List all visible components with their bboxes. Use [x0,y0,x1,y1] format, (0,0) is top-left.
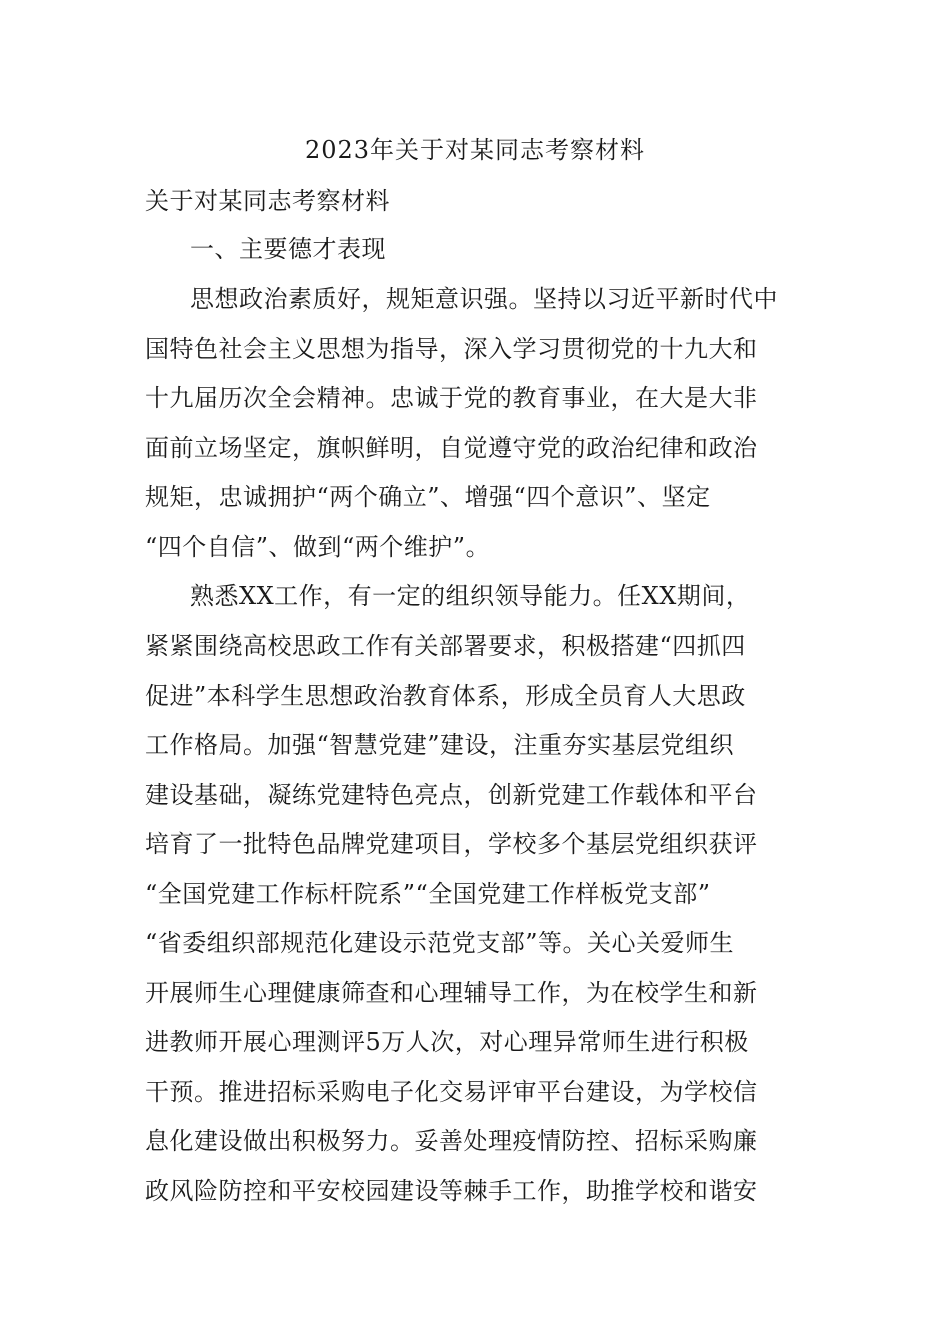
paragraph-1-line: 规矩，忠诚拥护“两个确立”、增强“四个意识”、坚定 [145,483,711,511]
document-title: 2023年关于对某同志考察材料 [304,136,646,164]
paragraph-2-line: 工作格局。加强“智慧党建”建设，注重夯实基层党组织 [145,731,735,759]
document-subtitle: 关于对某同志考察材料 [145,187,390,215]
paragraph-2-line: 息化建设做出积极努力。妥善处理疫情防控、招标采购廉 [145,1127,758,1155]
section-heading: 一、主要德才表现 [190,235,386,263]
paragraph-1-line: “四个自信”、做到“两个维护”。 [145,533,491,561]
paragraph-2-line: 紧紧围绕高校思政工作有关部署要求，积极搭建“四抓四 [145,632,746,660]
paragraph-2-line: “省委组织部规范化建设示范党支部”等。关心关爱师生 [145,929,735,957]
paragraph-2-line: 干预。推进招标采购电子化交易评审平台建设，为学校信 [145,1078,758,1106]
paragraph-1-line: 思想政治素质好，规矩意识强。坚持以习近平新时代中 [190,285,778,313]
paragraph-1-line: 国特色社会主义思想为指导，深入学习贯彻党的十九大和 [145,335,758,363]
paragraph-2-line: 政风险防控和平安校园建设等棘手工作，助推学校和谐安 [145,1177,758,1205]
paragraph-2-line: 开展师生心理健康筛查和心理辅导工作，为在校学生和新 [145,979,758,1007]
paragraph-1-line: 面前立场坚定，旗帜鲜明，自觉遵守党的政治纪律和政治 [145,434,758,462]
paragraph-2-line: 建设基础，凝练党建特色亮点，创新党建工作载体和平台 [145,781,758,809]
paragraph-1-line: 十九届历次全会精神。忠诚于党的教育事业，在大是大非 [145,384,758,412]
paragraph-2-line: 促进”本科学生思想政治教育体系，形成全员育人大思政 [145,682,746,710]
paragraph-2-line: 进教师开展心理测评5万人次，对心理异常师生进行积极 [145,1028,749,1056]
paragraph-2-line: “全国党建工作标杆院系”“全国党建工作样板党支部” [145,880,711,908]
paragraph-2-line: 熟悉XX工作，有一定的组织领导能力。任XX期间， [190,582,751,610]
paragraph-2-line: 培育了一批特色品牌党建项目，学校多个基层党组织获评 [145,830,758,858]
